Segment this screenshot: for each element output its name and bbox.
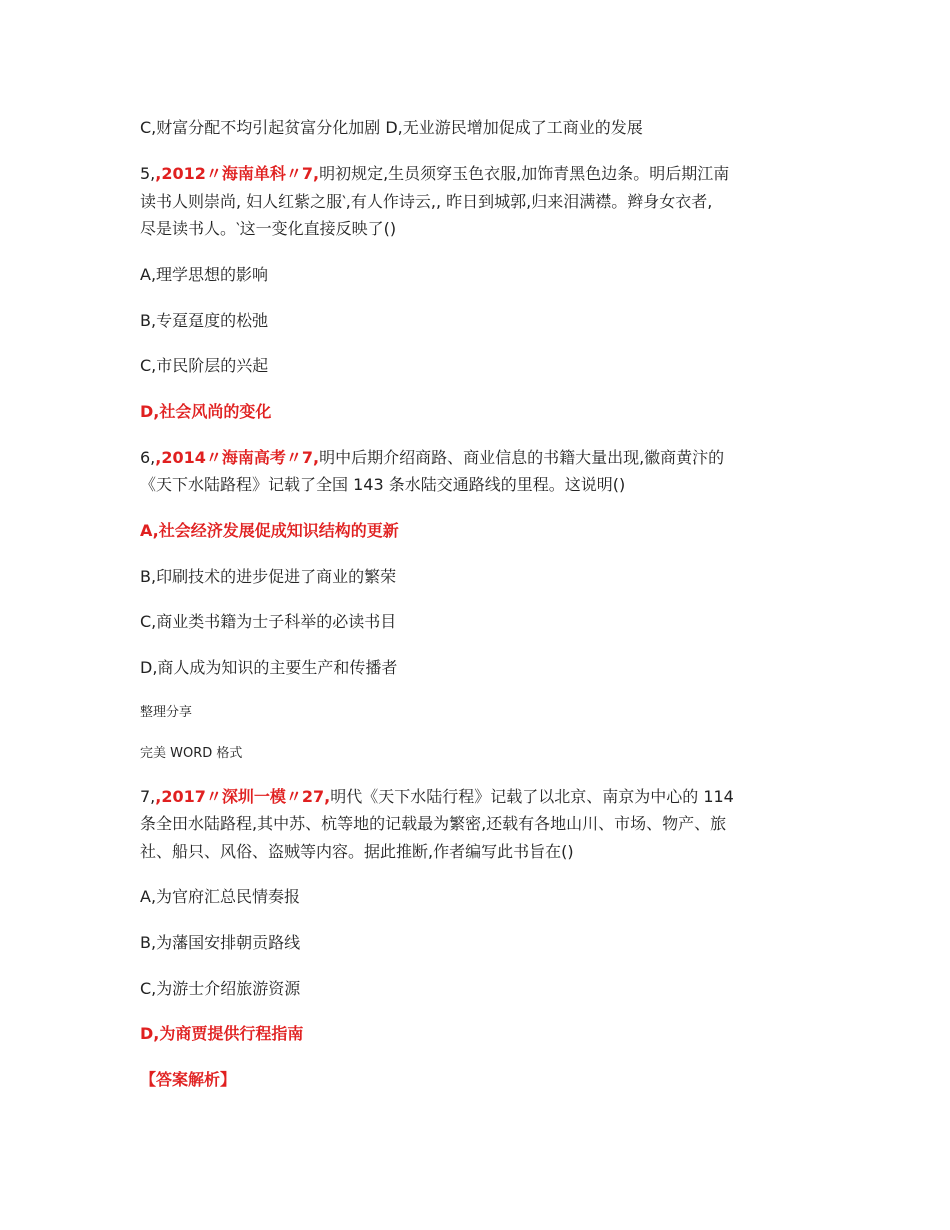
- q5-option-b: B,专趸趸度的松弛: [140, 311, 269, 330]
- q6-text-1: 明中后期介绍商路、商业信息的书籍大量出现,徽商黄汴的: [319, 448, 725, 467]
- q6-source: ,2014〃海南高考〃7,: [155, 448, 320, 467]
- q5-stem-line-1: [140, 164, 820, 184]
- q7-number: 7,: [140, 787, 156, 806]
- q6-number: 6,: [140, 448, 156, 467]
- q5-stem-line-3: 尽是读书人。‵这一变化直接反映了(): [140, 219, 397, 238]
- q5-option-a: A,理学思想的影响: [140, 265, 269, 284]
- q7-text-1: 明代《天下水陆行程》记载了以北京、南京为中心的 114: [330, 787, 734, 806]
- q5-option-c: C,市民阶层的兴起: [140, 356, 269, 375]
- q7-stem-line-3: 社、船只、风俗、盗贼等内容。据此推断,作者编写此书旨在(): [140, 842, 574, 861]
- q6-option-d: D,商人成为知识的主要生产和传播者: [140, 658, 398, 677]
- footer-share-label: 整理分享: [140, 705, 193, 720]
- q7-option-a: A,为官府汇总民情奏报: [140, 887, 301, 906]
- q6-stem-line-1: [140, 448, 820, 468]
- q6-option-c: C,商业类书籍为士子科举的必读书目: [140, 612, 397, 631]
- q5-text-1: 明初规定,生员须穿玉色衣服,加饰青黑色边条。明后期江南: [319, 164, 730, 183]
- q5-number: 5,: [140, 164, 156, 183]
- q7-stem-line-1: [140, 787, 820, 807]
- q7-stem-line-2: 条全田水陆路程,其中苏、杭等地的记载最为繁密,还载有各地山川、市场、物产、旅: [140, 814, 727, 833]
- q5-option-d-answer: D,社会风尚的变化: [140, 402, 272, 421]
- q7-option-b: B,为藩国安排朝贡路线: [140, 933, 301, 952]
- q4-options-c-d: C,财富分配不均引起贫富分化加剧 D,无业游民增加促成了工商业的发展: [140, 118, 643, 137]
- q7-option-d-answer: D,为商贾提供行程指南: [140, 1024, 304, 1043]
- q5-source: ,2012〃海南单科〃7,: [155, 164, 320, 183]
- header-word-format-label: 完美 WORD 格式: [140, 746, 243, 761]
- q6-option-b: B,印刷技术的进步促进了商业的繁荣: [140, 567, 397, 586]
- answer-analysis-heading: 【答案解析】: [140, 1070, 237, 1089]
- q6-stem-line-2: 《天下水陆路程》记载了全国 143 条水陆交通路线的里程。这说明(): [140, 475, 626, 494]
- q7-source: ,2017〃深圳一模〃27,: [155, 787, 331, 806]
- q7-option-c: C,为游士介绍旅游资源: [140, 979, 301, 998]
- q5-stem-line-2: 读书人则崇尚, 妇人红紫之服‵,有人作诗云,, 昨日到城郭,归来泪满襟。辫身女衣者,: [140, 192, 713, 211]
- q6-option-a-answer: A,社会经济发展促成知识结构的更新: [140, 521, 399, 540]
